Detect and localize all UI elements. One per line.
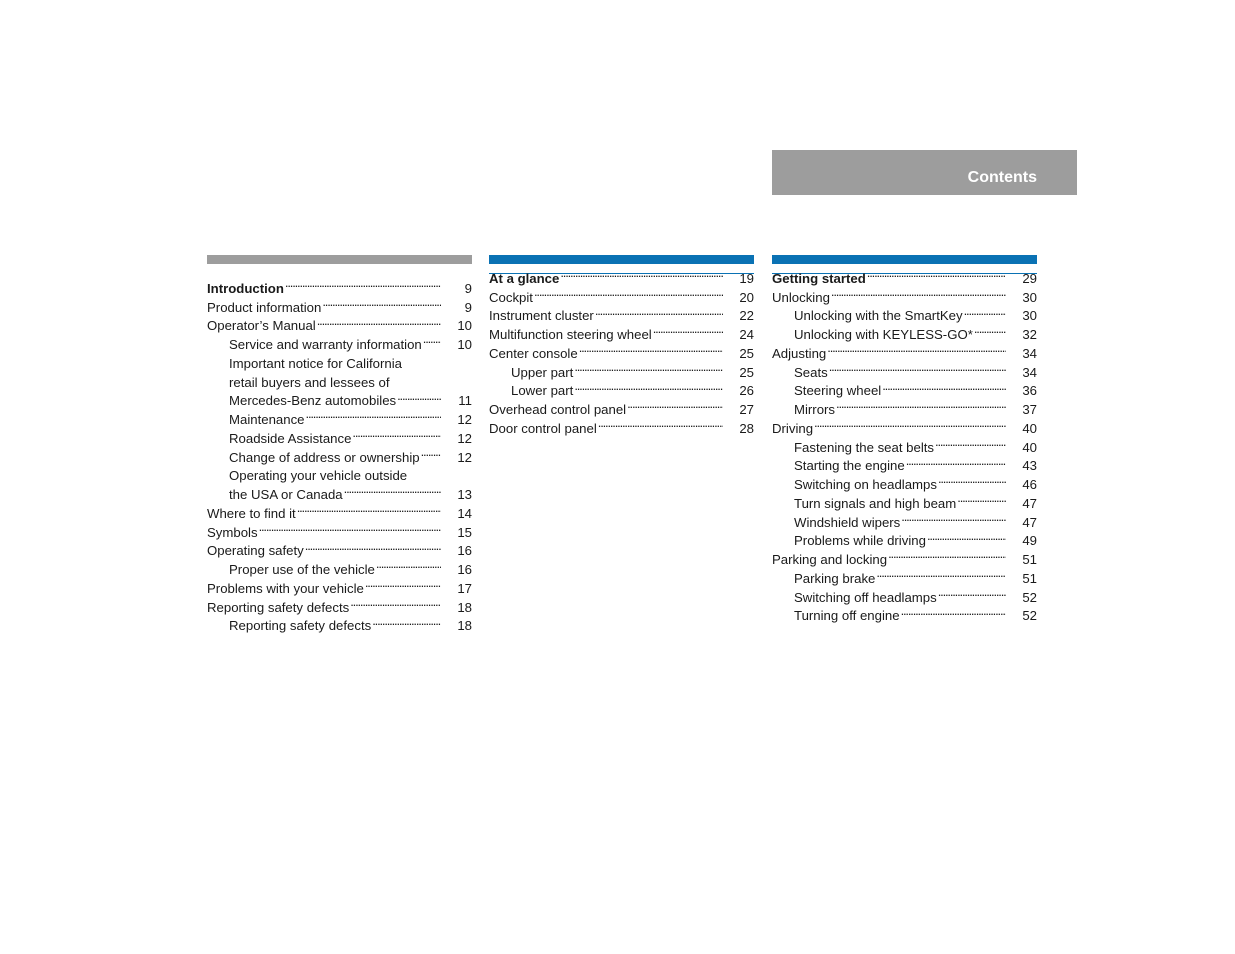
dot-leader bbox=[888, 545, 1006, 564]
toc-entry-label: Adjusting bbox=[772, 345, 827, 361]
toc-entry-label: Overhead control panel bbox=[489, 402, 627, 417]
toc-page-number: 27 bbox=[739, 402, 754, 417]
toc-entry-label: Mirrors bbox=[794, 402, 836, 417]
toc-page-number: 12 bbox=[457, 412, 472, 427]
toc-entry-label: Center console bbox=[489, 345, 578, 361]
toc-page-number: 52 bbox=[1022, 608, 1037, 624]
dot-leader bbox=[350, 593, 441, 612]
toc-page-number: 34 bbox=[1022, 364, 1037, 380]
toc-page-number: 43 bbox=[1022, 458, 1037, 474]
toc-page-number: 25 bbox=[739, 345, 754, 361]
toc-page-number: 36 bbox=[1022, 383, 1037, 399]
toc-page-number: 24 bbox=[739, 327, 754, 342]
dot-leader bbox=[901, 508, 1006, 527]
toc-page-number: 47 bbox=[1022, 514, 1037, 530]
page-title: Contents bbox=[967, 169, 1037, 186]
dot-leader bbox=[882, 377, 1006, 396]
toc-column-at-a-glance bbox=[489, 255, 754, 436]
dot-leader bbox=[901, 602, 1006, 621]
toc-page-number: 34 bbox=[1022, 345, 1037, 361]
section-bar-gray bbox=[207, 255, 472, 264]
dot-leader bbox=[653, 320, 723, 339]
toc-entry-label: Upper part bbox=[511, 364, 574, 380]
toc-entry-label: Where to find it bbox=[207, 505, 296, 521]
toc-entry-label: Change of address or ownership bbox=[229, 449, 420, 465]
dot-leader bbox=[423, 330, 441, 349]
toc-entry-label: Service and warranty information bbox=[229, 337, 422, 352]
dot-leader bbox=[964, 302, 1006, 321]
toc-page-number: 30 bbox=[1022, 308, 1037, 324]
section-bar-blue bbox=[489, 255, 754, 264]
toc-entry-label: Unlocking with the SmartKey bbox=[794, 308, 963, 324]
toc-entry-label: Important notice for California bbox=[229, 355, 402, 371]
toc-entry[interactable] bbox=[772, 264, 1037, 286]
dot-leader bbox=[906, 452, 1006, 471]
section-bar-blue bbox=[772, 255, 1037, 264]
toc-page-number: 16 bbox=[457, 543, 472, 559]
toc-entry-label: Introduction bbox=[207, 280, 284, 296]
toc-page-number: 52 bbox=[1022, 589, 1037, 605]
toc-page-number: 19 bbox=[739, 270, 754, 286]
toc-entry-label: the USA or Canada bbox=[229, 487, 343, 502]
toc-entry-label: Unlocking bbox=[772, 289, 830, 305]
dot-leader bbox=[957, 489, 1006, 508]
toc-page-number: 17 bbox=[457, 580, 472, 596]
toc-entry-label: Multifunction steering wheel bbox=[489, 327, 652, 342]
toc-page-number: 16 bbox=[457, 562, 472, 577]
toc-page-number: 28 bbox=[739, 420, 754, 436]
toc-page-number: 14 bbox=[457, 505, 472, 521]
toc-entry-label: Mercedes-Benz automobiles bbox=[229, 393, 397, 409]
dot-leader bbox=[297, 499, 441, 518]
contents-header-tab bbox=[772, 150, 1077, 195]
toc-page-number: 22 bbox=[739, 308, 754, 324]
dot-leader bbox=[829, 358, 1006, 377]
toc-page-number: 20 bbox=[739, 289, 754, 305]
dot-leader bbox=[827, 339, 1006, 358]
dot-leader bbox=[317, 312, 441, 331]
dot-leader bbox=[376, 555, 441, 574]
toc-entry-label: Starting the engine bbox=[794, 458, 905, 474]
toc-entry[interactable] bbox=[489, 264, 754, 286]
toc-entry-label: Reporting safety defects bbox=[207, 599, 350, 615]
toc-entry-label: Maintenance bbox=[229, 412, 305, 427]
dot-leader bbox=[352, 424, 441, 443]
toc-entry-label: Unlocking with KEYLESS-GO* bbox=[794, 327, 973, 342]
toc-entry-label: Parking and locking bbox=[772, 552, 888, 567]
dot-leader bbox=[403, 349, 441, 368]
toc-entry-label: Steering wheel bbox=[794, 383, 882, 399]
dot-leader bbox=[927, 527, 1006, 546]
toc-page-number: 25 bbox=[739, 364, 754, 380]
toc-page-number: 47 bbox=[1022, 495, 1037, 511]
toc-entry-label: retail buyers and lessees of bbox=[229, 374, 390, 390]
dot-leader bbox=[421, 443, 441, 462]
toc-page-number: 49 bbox=[1022, 533, 1037, 549]
dot-leader bbox=[306, 405, 441, 424]
dot-leader bbox=[938, 470, 1006, 489]
dot-leader bbox=[867, 264, 1006, 283]
toc-entry-label: Operating your vehicle outside bbox=[229, 468, 408, 484]
toc-entry-label: Operating safety bbox=[207, 543, 304, 559]
dot-leader bbox=[322, 293, 441, 312]
toc-entry-label: Proper use of the vehicle bbox=[229, 562, 375, 577]
toc-page-number: 40 bbox=[1022, 439, 1037, 455]
toc-entry-label: Cockpit bbox=[489, 289, 533, 305]
toc-page-number: 40 bbox=[1022, 420, 1037, 436]
dot-leader bbox=[285, 274, 441, 293]
dot-leader bbox=[408, 462, 441, 481]
toc-column-getting-started bbox=[772, 255, 1037, 624]
toc-entry-label: Instrument cluster bbox=[489, 308, 594, 324]
toc-page-number: 10 bbox=[457, 337, 472, 352]
toc-list bbox=[772, 264, 1037, 624]
toc-page-number: 11 bbox=[458, 393, 472, 409]
toc-entry-label: Lower part bbox=[511, 383, 574, 399]
toc-entry-label: Symbols bbox=[207, 524, 258, 540]
toc-entry-label: Fastening the seat belts bbox=[794, 439, 935, 455]
dot-leader bbox=[397, 387, 441, 406]
toc-page-number: 46 bbox=[1022, 477, 1037, 492]
toc-entry[interactable] bbox=[207, 274, 472, 296]
toc-entry-label: Problems with your vehicle bbox=[207, 580, 364, 596]
toc-page-number: 37 bbox=[1022, 402, 1037, 417]
dot-leader bbox=[372, 612, 441, 631]
toc-entry-label: Door control panel bbox=[489, 420, 597, 436]
dot-leader bbox=[598, 414, 723, 433]
dot-leader bbox=[574, 358, 723, 377]
toc-entry-label: At a glance bbox=[489, 270, 560, 286]
dot-leader bbox=[935, 433, 1006, 452]
toc-entry-label: Operator’s Manual bbox=[207, 318, 316, 334]
toc-list bbox=[489, 264, 754, 436]
toc-entry-label: Seats bbox=[794, 364, 828, 380]
toc-page-number: 12 bbox=[457, 449, 472, 465]
toc-page-number: 13 bbox=[457, 487, 472, 502]
toc-entry-label: Reporting safety defects bbox=[229, 618, 372, 634]
toc-entry-label: Roadside Assistance bbox=[229, 430, 352, 446]
dot-leader bbox=[814, 414, 1006, 433]
toc-entry-label: Getting started bbox=[772, 270, 866, 286]
toc-page-number: 26 bbox=[739, 383, 754, 399]
toc-page-number: 30 bbox=[1022, 289, 1037, 305]
toc-page-number: 51 bbox=[1022, 552, 1037, 567]
dot-leader bbox=[534, 283, 723, 302]
dot-leader bbox=[627, 395, 723, 414]
toc-page-number: 10 bbox=[457, 318, 472, 334]
toc-entry-label: Driving bbox=[772, 420, 814, 436]
toc-page-number: 9 bbox=[464, 299, 472, 315]
dot-leader bbox=[831, 283, 1006, 302]
dot-leader bbox=[595, 302, 723, 321]
toc-page-number: 12 bbox=[457, 430, 472, 446]
toc-entry-label: Turning off engine bbox=[794, 608, 900, 624]
dot-leader bbox=[836, 395, 1006, 414]
toc-page-number: 15 bbox=[457, 524, 472, 540]
dot-leader bbox=[579, 339, 723, 358]
dot-leader bbox=[344, 480, 441, 499]
dot-leader bbox=[305, 537, 441, 556]
toc-entry-label: Product information bbox=[207, 299, 322, 315]
toc-list bbox=[207, 274, 472, 634]
dot-leader bbox=[574, 377, 723, 396]
dot-leader bbox=[365, 574, 441, 593]
dot-leader bbox=[259, 518, 441, 537]
dot-leader bbox=[938, 583, 1006, 602]
toc-entry-label: Turn signals and high beam bbox=[794, 495, 957, 511]
toc-page-number: 9 bbox=[464, 280, 472, 296]
toc-entry-label: Switching off headlamps bbox=[794, 589, 937, 605]
toc-entry-label: Switching on headlamps bbox=[794, 477, 937, 492]
dot-leader bbox=[560, 264, 723, 283]
toc-column-introduction bbox=[207, 255, 472, 634]
toc-page-number: 29 bbox=[1022, 270, 1037, 286]
toc-page-number: 18 bbox=[457, 618, 472, 634]
toc-entry-label: Problems while driving bbox=[794, 533, 926, 549]
dot-leader bbox=[391, 368, 441, 387]
dot-leader bbox=[876, 564, 1006, 583]
toc-entry-label: Windshield wipers bbox=[794, 514, 901, 530]
toc-entry-label: Parking brake bbox=[794, 570, 876, 586]
toc-page-number: 32 bbox=[1022, 327, 1037, 342]
toc-page-number: 51 bbox=[1022, 570, 1037, 586]
toc-page-number: 18 bbox=[457, 599, 472, 615]
dot-leader bbox=[974, 320, 1006, 339]
